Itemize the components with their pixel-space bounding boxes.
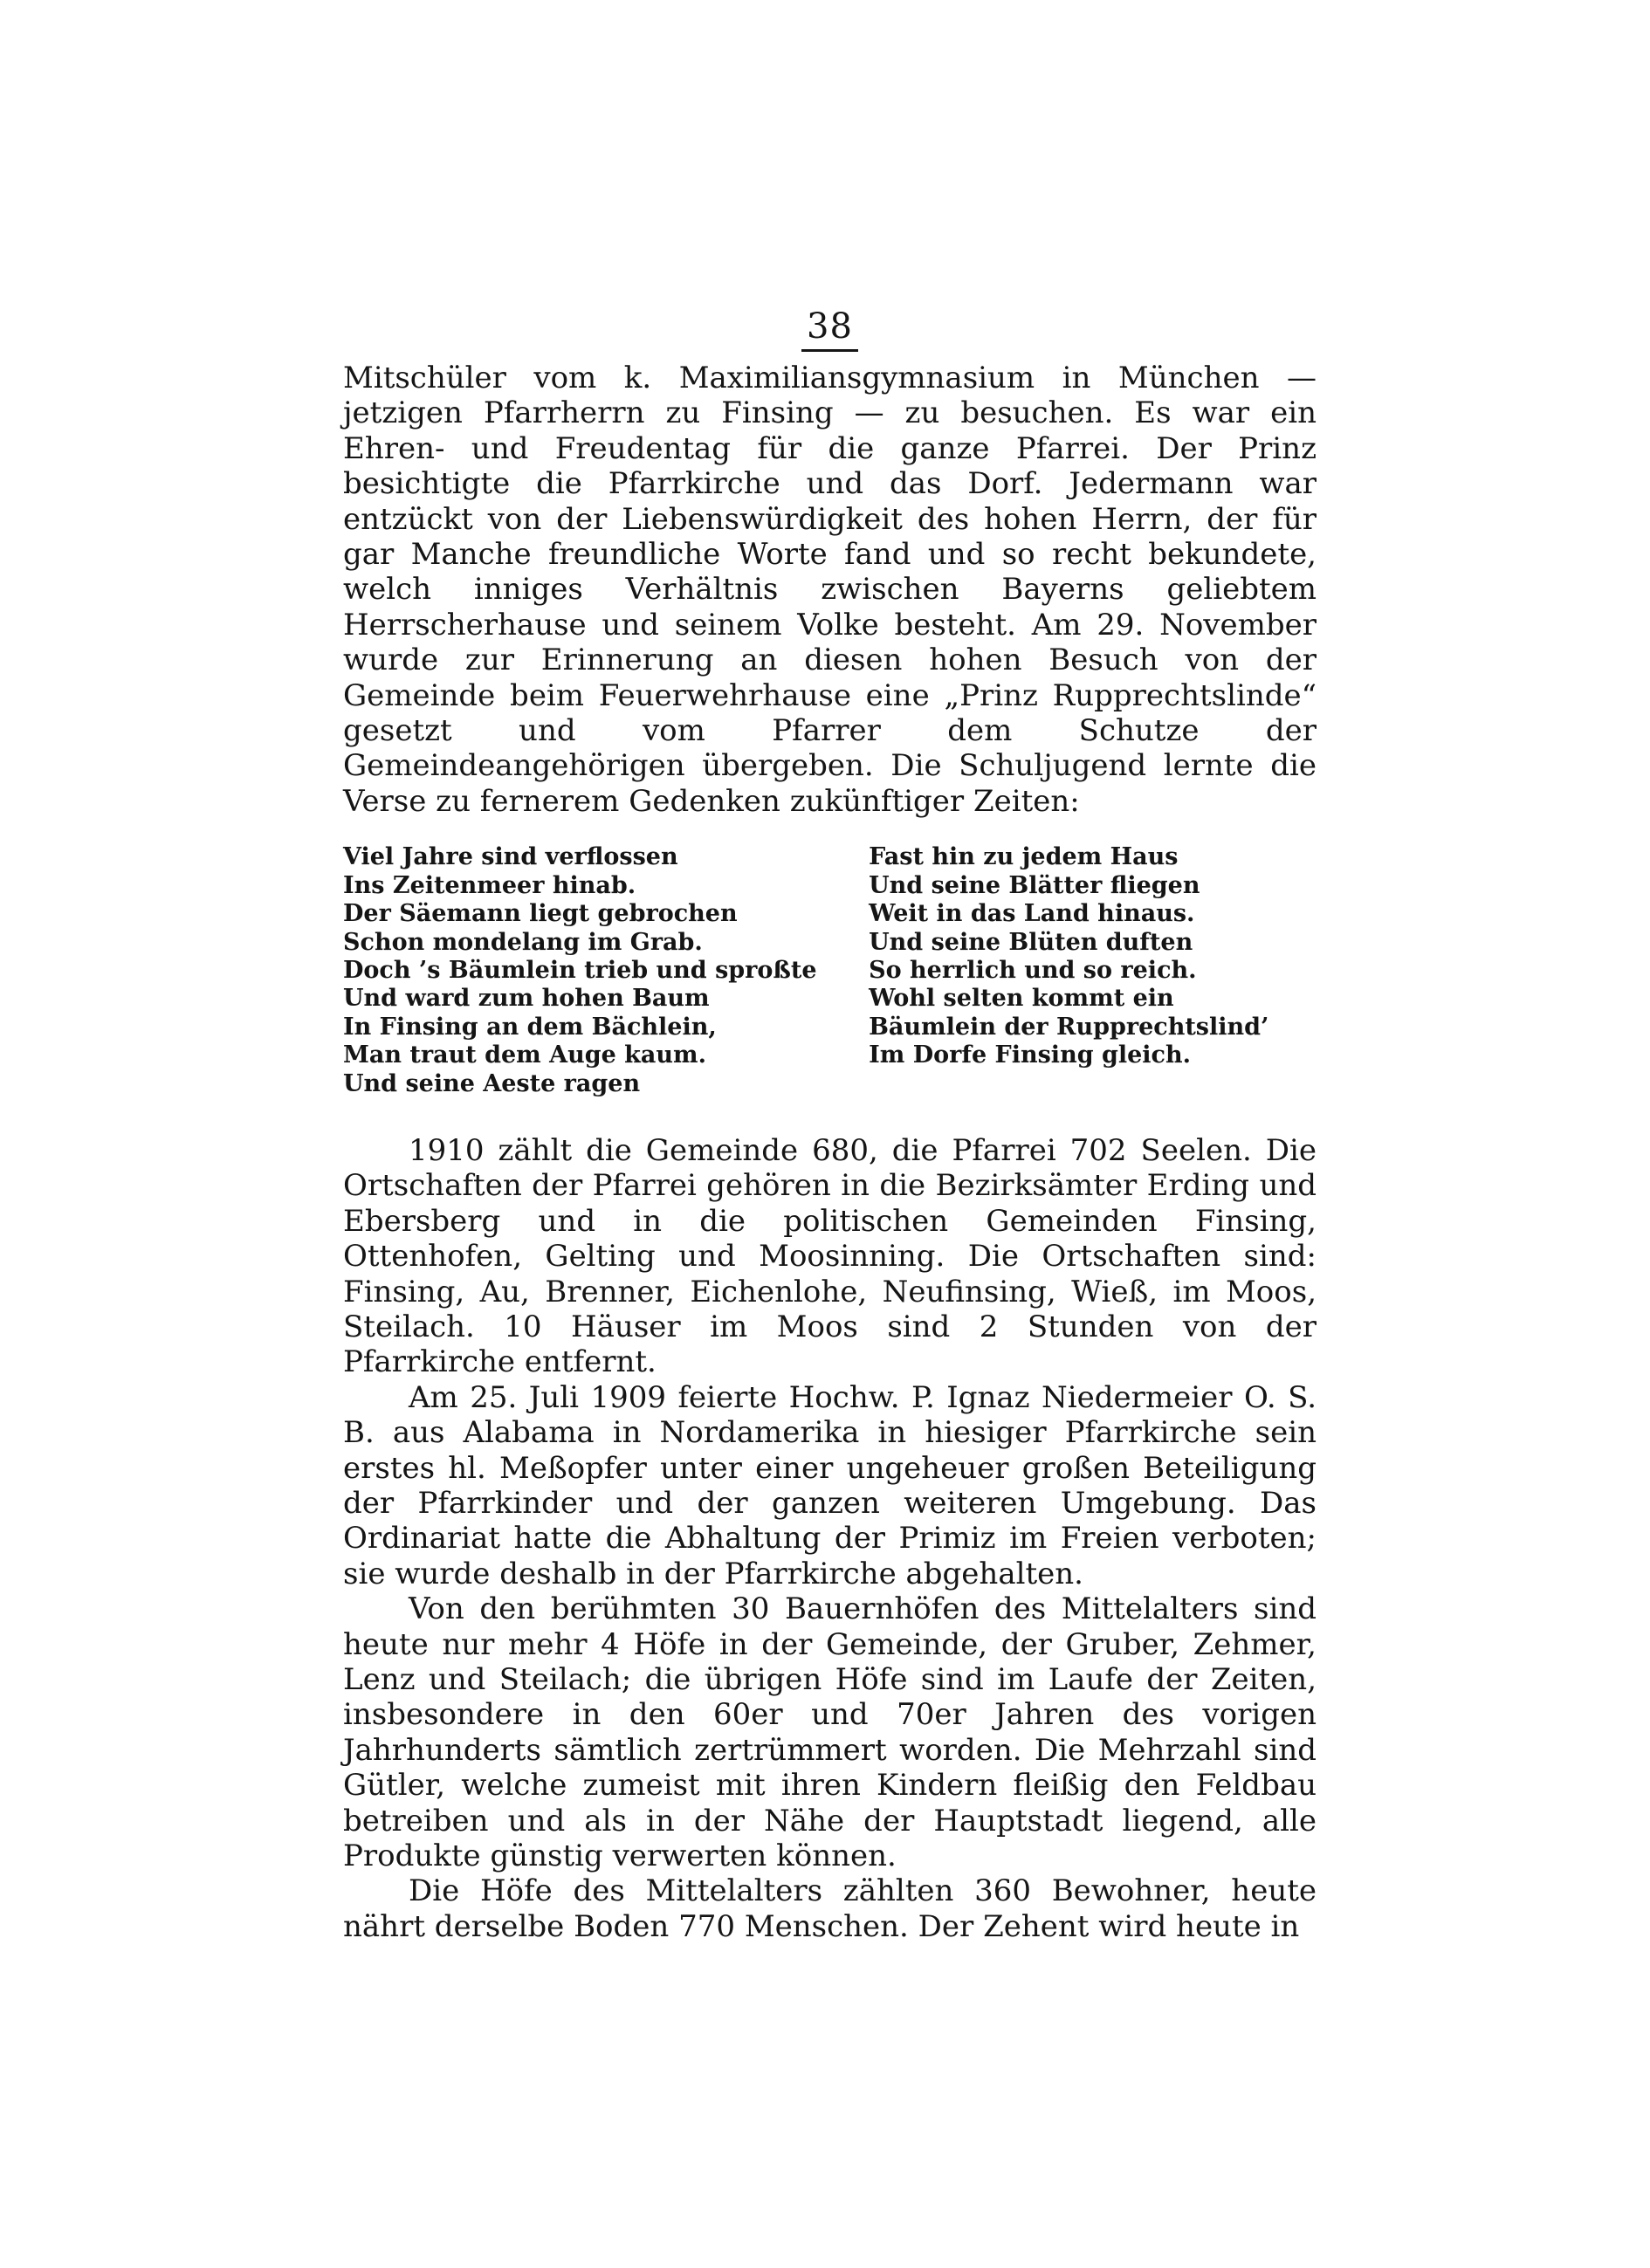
poem-line: Im Dorfe Finsing gleich. [869,1041,1192,1069]
poem-line: Viel Jahre sind verflossen [343,843,678,871]
poem-line: Und seine Blätter fliegen [869,871,1200,899]
poem-line: Weit in das Land hinaus. [869,900,1195,928]
poem-line: Ins Zeitenmeer hinab. [343,871,636,899]
paragraph: Von den berühmten 30 Bauernhöfen des Mittelalters sind heute nur mehr 4 Höfe in der Gemeinde, der Gruber, Zehmer, Lenz und Steilach; die übrigen Höfe sind im Laufe der Zeiten, insbesondere in den 60er und 70er Jahren des vorigen Jahrhunderts sämtlich zertrümmert worden. Die Mehrzahl sind Gütler, welche zumeist mit ihren Kindern fleißig den Feldbau betreiben und als in der Nähe der Hauptstadt liegend, alle Produkte günstig verwerten können. [343,1591,1317,1874]
poem-line: Und seine Aeste ragen [343,1069,641,1097]
paragraph: Die Höfe des Mittelalters zählten 360 Bewohner, heute nährt derselbe Boden 770 Menschen. Der Zehent wird heute in [343,1873,1317,1944]
poem-line: So herrlich und so reich. [869,956,1197,984]
paragraph: Am 25. Juli 1909 feierte Hochw. P. Ignaz Niedermeier O. S. B. aus Alabama in Nordamerika in hiesiger Pfarrkirche sein erstes hl. Meßopfer unter einer ungeheuer großen Beteiligung der Pfarrkinder und der ganzen weiteren Umgebung. Das Ordinariat hatte die Abhaltung der Primiz im Freien verboten; sie wurde deshalb in der Pfarrkirche abgehalten. [343,1379,1317,1591]
paragraph: Mitschüler vom k. Maximiliansgymnasium in München — jetzigen Pfarrherrn zu Finsing — zu besuchen. Es war ein Ehren- und Freudentag für die ganze Pfarrei. Der Prinz besichtigte die Pfarrkirche und das Dorf. Jedermann war entzückt von der Liebenswürdigkeit des hohen Herrn, der für gar Manche freundliche Worte fand und so recht bekundete, welch inniges Verhältnis zwischen Bayerns geliebtem Herrscherhause und seinem Volke besteht. Am 29. November wurde zur Erinnerung an diesen hohen Besuch von der Gemeinde beim Feuerwehrhause eine „Prinz Rupprechtslinde“ gesetzt und vom Pfarrer dem Schutze der Gemeindeangehörigen übergeben. Die Schuljugend lernte die Verse zu fernerem Gedenken zukünftiger Zeiten: [343,361,1317,819]
poem-line: Der Säemann liegt gebrochen [343,900,738,928]
poem-line: Und ward zum hohen Baum [343,985,710,1013]
poem-column-left [343,843,820,1098]
page-number-text: 38 [801,306,858,352]
prose-before-poem [343,361,1317,819]
poem-line: Fast hin zu jedem Haus [869,843,1179,871]
poem-line: Man traut dem Auge kaum. [343,1041,706,1069]
poem-line: Wohl selten kommt ein [869,985,1174,1013]
poem [343,843,1317,1098]
poem-line: Und seine Blüten duften [869,928,1193,956]
page-number [343,306,1317,352]
poem-line: Bäumlein der Rupprechtslind’ [869,1013,1269,1041]
paragraph: 1910 zählt die Gemeinde 680, die Pfarrei 702 Seelen. Die Ortschaften der Pfarrei gehören in die Bezirksämter Erding und Ebersberg und in die politischen Gemeinden Finsing, Ottenhofen, Gelting und Moosinning. Die Ortschaften sind: Finsing, Au, Brenner, Eichenlohe, Neufinsing, Wieß, im Moos, Steilach. 10 Häuser im Moos sind 2 Stunden von der Pfarrkirche entfernt. [343,1132,1317,1380]
poem-line: In Finsing an dem Bächlein, [343,1013,717,1041]
prose-after-poem [343,1133,1317,1944]
poem-line: Schon mondelang im Grab. [343,928,703,956]
text-column [343,306,1317,1944]
poem-column-right [869,843,1317,1098]
poem-line: Doch ’s Bäumlein trieb und sproßte [343,956,817,984]
